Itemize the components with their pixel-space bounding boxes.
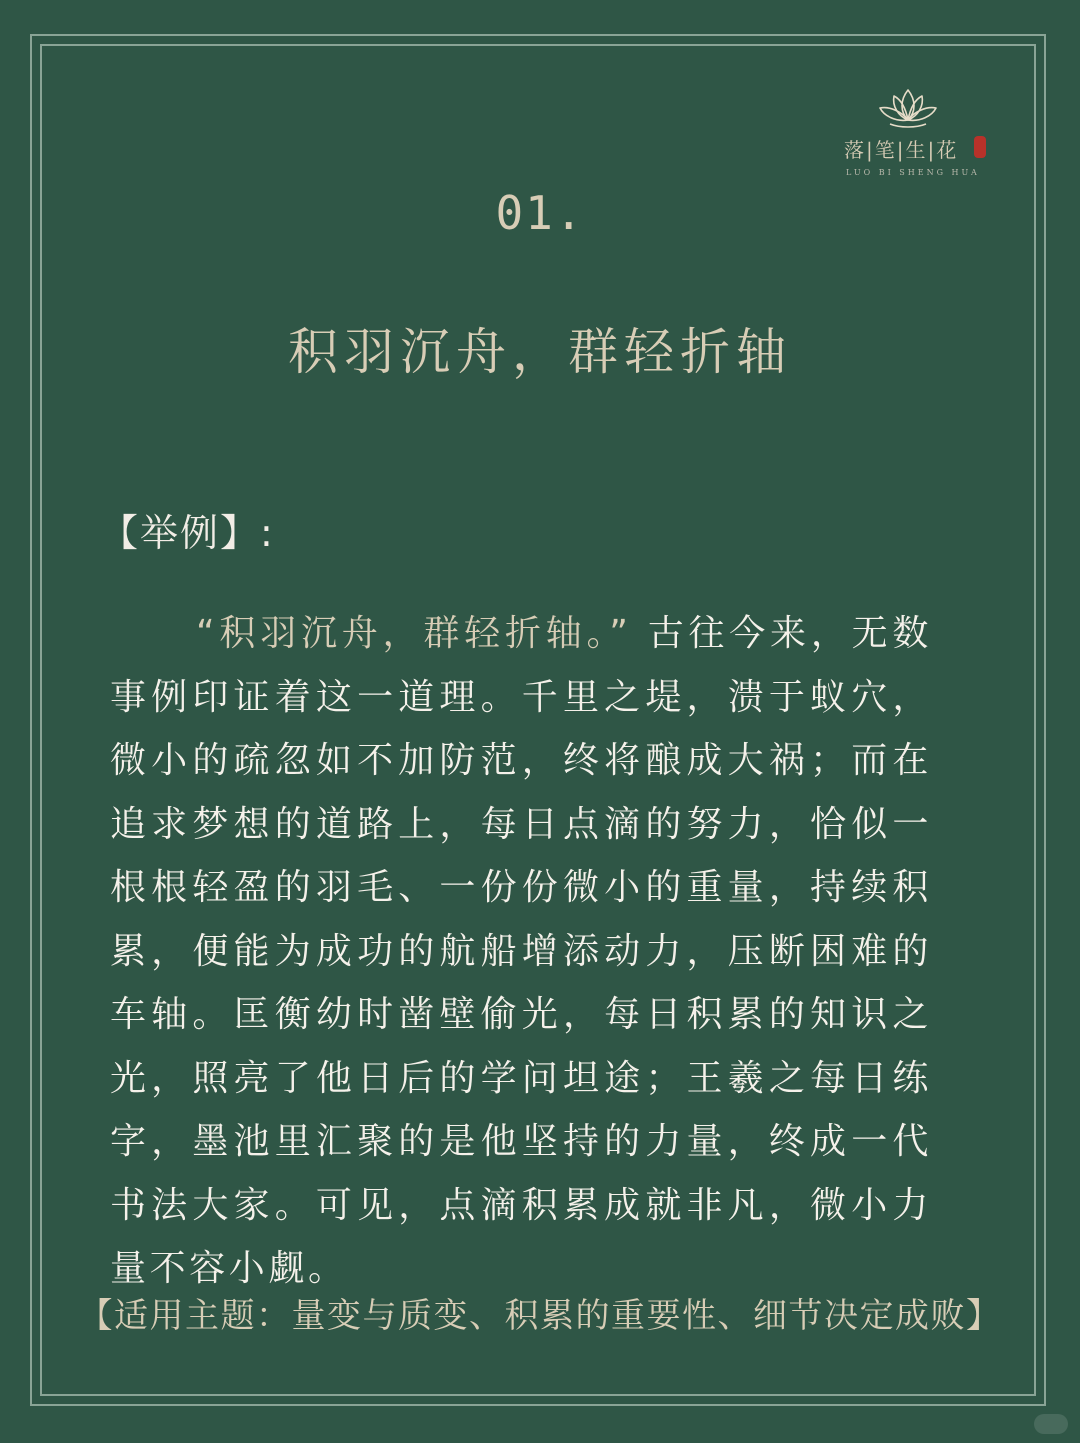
paragraph-text: 古往今来，无数事例印证着这一道理。千里之堤，溃于蚁穴，微小的疏忽如不加防范，终将酿成大祸；而在追求梦想的道路上，每日点滴的努力，恰似一根根轻盈的羽毛、一份份微小的重量，持续积累，便能为成功的航船增添动力，压断困难的车轴。匡衡幼时凿壁偷光，每日积累的知识之光，照亮了他日后的学问坦途；王羲之每日练字，墨池里汇聚的是他坚持的力量，终成一代书法大家。可见，点滴积累成就非凡，微小力量不容小觑。 (110, 613, 932, 1289)
example-paragraph (110, 602, 932, 1301)
lotus-icon (876, 86, 940, 130)
example-label: 【举例】: (100, 511, 275, 555)
watermark-badge (1034, 1414, 1068, 1434)
applicable-themes: 【适用主题：量变与质变、积累的重要性、细节决定成败】 (78, 1296, 1002, 1336)
brand-logo (840, 86, 1000, 186)
quote-text: “积羽沉舟，群轻折轴。” (196, 613, 632, 654)
page-title: 积羽沉舟，群轻折轴 (288, 323, 792, 381)
brand-pinyin: LUO BI SHENG HUA (846, 168, 980, 177)
section-number: 01. (495, 186, 585, 240)
brand-seal (974, 136, 986, 158)
brand-name: 落|笔|生|花 (844, 138, 959, 162)
